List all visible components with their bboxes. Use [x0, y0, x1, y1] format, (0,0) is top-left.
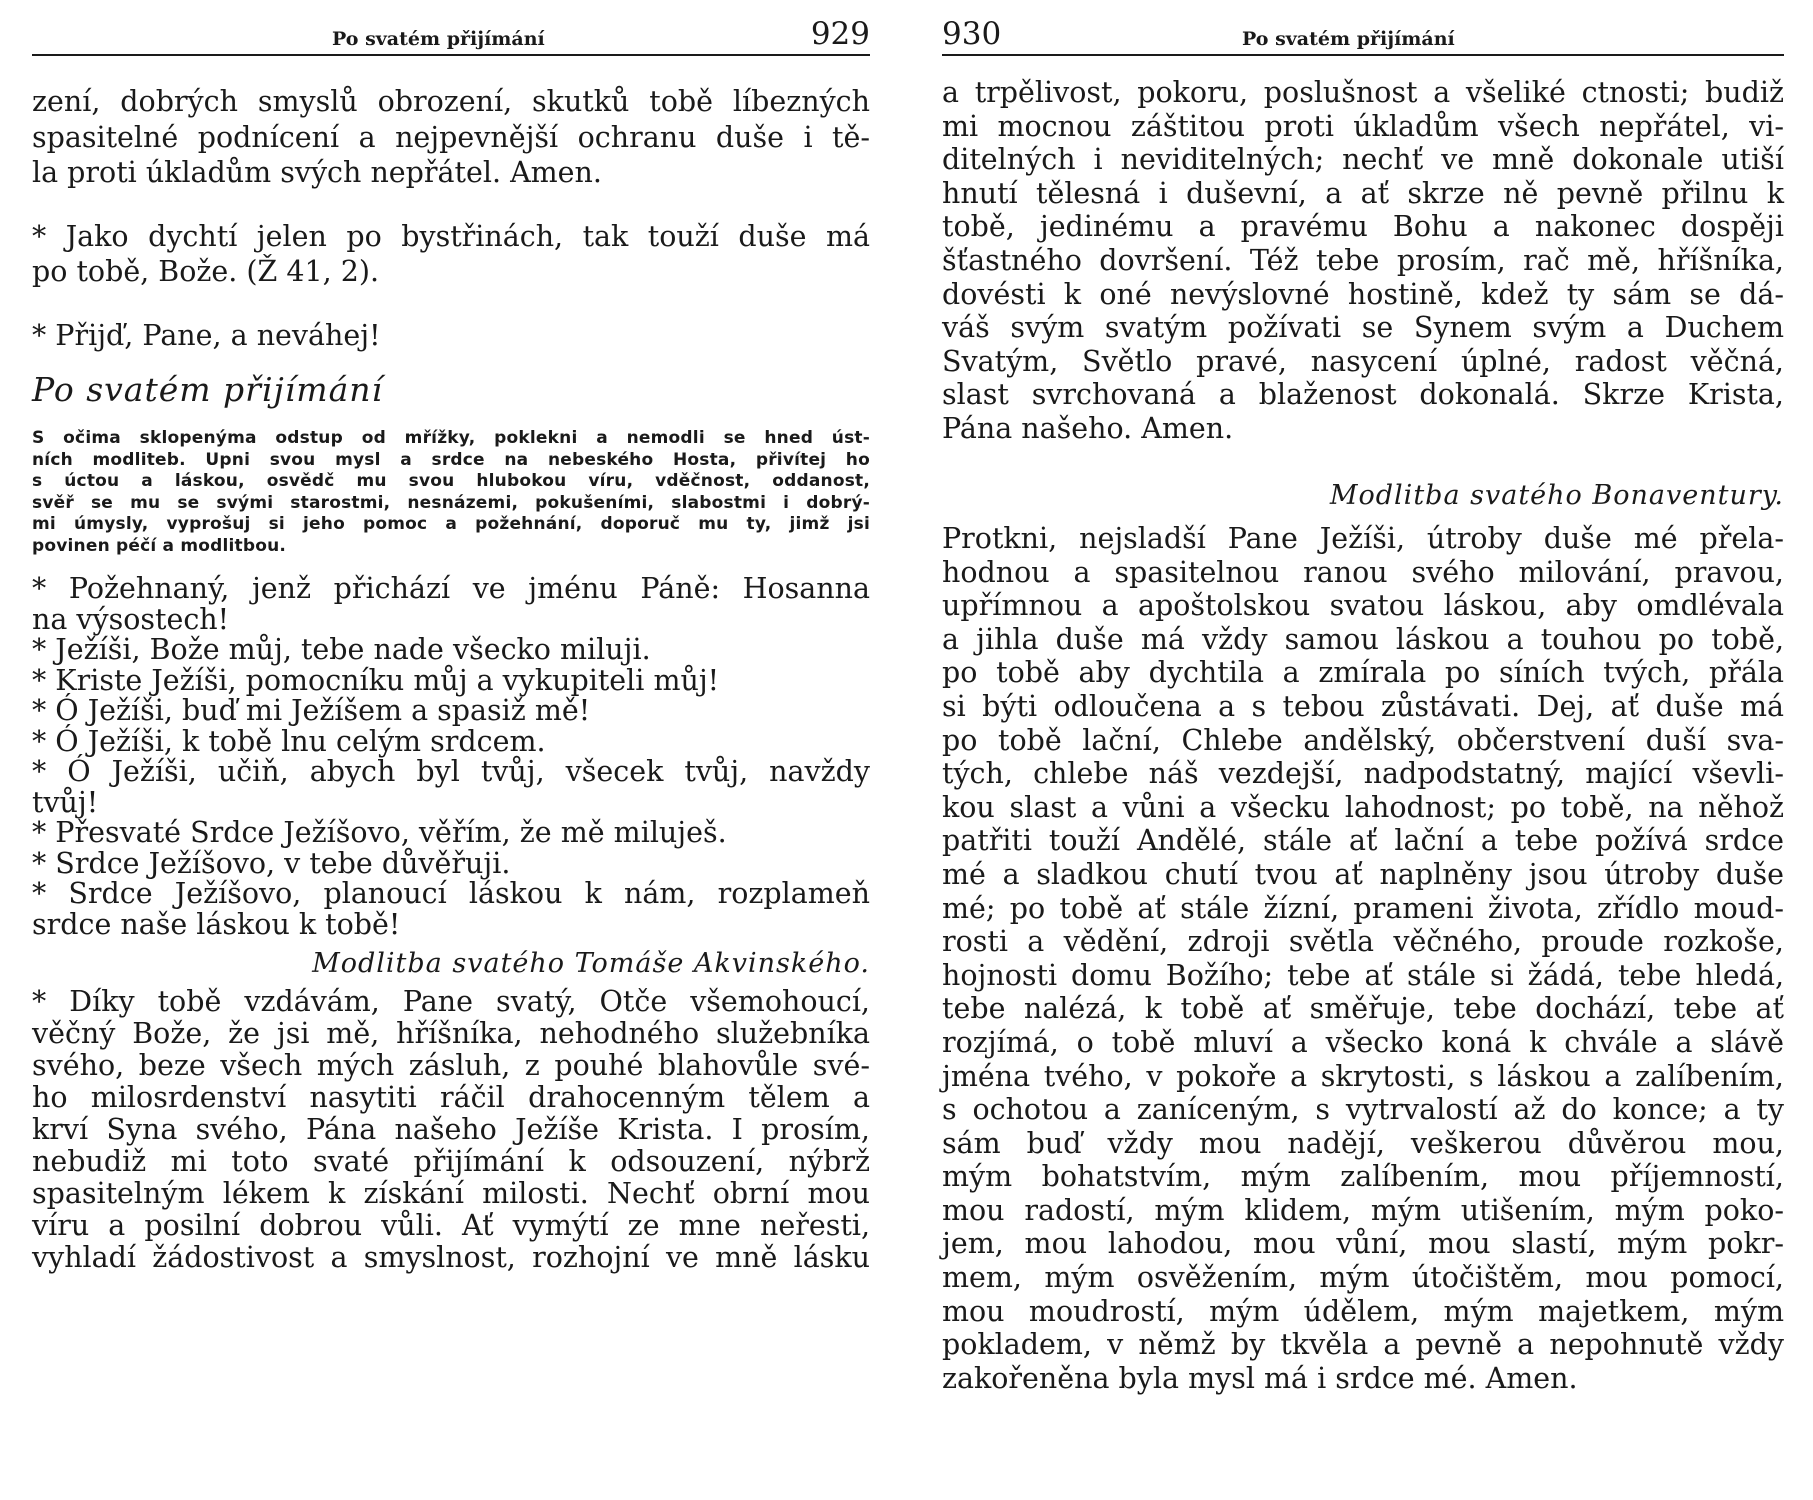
text-line: * Jako dychtí jelen po bystřinách, tak touží duše má [32, 219, 870, 253]
text-line: mým bohatstvím, mým zalíbením, mou příjemností, [942, 1160, 1784, 1194]
aspiration-line: * Kriste Ježíši, pomocníku můj a vykupiteli můj! [32, 663, 720, 697]
text-line: mé; po tobě ať stále žízní, prameni života, zřídlo moud- [942, 891, 1784, 925]
aspiration-line: * Ježíši, Bože můj, tebe nade všecko miluji. [32, 633, 651, 666]
text-line: patřiti touží Andělé, stále ať lační a tebe požívá srdce [942, 824, 1784, 858]
rubric-line: s úctou a láskou, osvědč mu svou hlubokou víru, vděčnost, oddanost, [32, 471, 870, 491]
text-line: upřímnou a apoštolskou svatou láskou, aby omdlévala [942, 589, 1784, 623]
text-line: tých, chlebe náš vezdejší, nadpodstatný, mající vševli- [942, 757, 1784, 791]
text-line: váš svým svatým požívati se Synem svým a Duchem [942, 311, 1784, 345]
rubric-line: svěř se mu se svými starostmi, nesnázemi, pokušeními, slabostmi i dobrý- [32, 492, 870, 513]
text-line: s ochotou a zaníceným, s vytrvalostí až do konce; a ty [942, 1093, 1784, 1127]
text-line: po tobě, Bože. (Ž 41, 2). [32, 255, 380, 288]
exclamation [32, 318, 870, 354]
aspiration-line: * Ó Ježíši, buď mi Ježíšem a spasiž mě! [32, 694, 591, 727]
right-running-title: Po svatém přijímání [1242, 28, 1455, 50]
text-line: mi mocnou záštitou proti úkladům všech nepřátel, vi- [942, 109, 1784, 143]
text-line: po tobě aby dychtila a zmírala po síních tvých, přála [942, 656, 1784, 690]
text-line: jména tvého, v pokoře a skrytosti, s láskou a zalíbením, [942, 1059, 1784, 1093]
text-line: víru a posilní dobrou vůli. Ať vymýtí ze mne neřesti, [32, 1209, 870, 1242]
text-line: hojnosti domu Božího; tebe ať stále si žádá, tebe hledá, [942, 958, 1784, 992]
text-line: la proti úkladům svých nepřátel. Amen. [32, 156, 602, 189]
text-line: nebudiž mi toto svaté přijímání k odsouzení, nýbrž [32, 1145, 870, 1178]
aspirations-list [32, 574, 870, 940]
left-page-body [32, 84, 870, 353]
text-line: * Přijď, Pane, a neváhej! [32, 318, 381, 352]
aspiration-line: * Ó Ježíši, učiň, abych byl tvůj, všecek tvůj, navždy [32, 755, 870, 788]
section-heading: Po svatém přijímání [32, 370, 384, 409]
text-line: tebe nalézá, k tobě ať směřuje, tebe dochází, tebe ať [942, 992, 1784, 1026]
rubric-line: mi úmysly, vyprošuj si jeho pomoc a požehnání, doporuč mu ty, jimž jsi [32, 514, 870, 534]
psalm-verse [32, 219, 870, 290]
prayer-bonaventure [942, 522, 1784, 1395]
text-line: ditelných i neviditelných; nechť ve mně dokonale utiší [942, 143, 1784, 177]
prayer-thomas-aquinas [32, 986, 870, 1274]
text-line: hodnou a spasitelnou ranou svého milování, pravou, [942, 555, 1784, 589]
text-line: jem, mou lahodou, mou vůní, mou slastí, mým pokr- [942, 1227, 1784, 1261]
text-line: kou slast a vůni a všecku lahodnost; po tobě, na něhož [942, 790, 1784, 824]
text-line: dovésti k oné nevýslovné hostině, kdež ty sám se dá- [942, 277, 1784, 311]
right-page [942, 0, 1784, 1500]
text-line: si býti odloučena a s tebou zůstávati. Dej, ať duše má [942, 689, 1784, 723]
text-line: zakořeněna byla mysl má i srdce mé. Amen. [942, 1361, 1578, 1395]
text-line: šťastného dovršení. Též tebe prosím, rač mě, hříšníka, [942, 243, 1784, 277]
aspiration-line: * Ó Ježíši, k tobě lnu celým srdcem. [32, 724, 546, 758]
text-line: slast svrchovaná a blaženost dokonalá. Skrze Krista, [942, 378, 1784, 412]
text-line: Pána našeho. Amen. [942, 411, 1234, 445]
text-line: spasitelným lékem k získání milosti. Nechť obrní mou [32, 1177, 870, 1210]
aspiration-line: * Srdce Ježíšovo, v tebe důvěřuji. [32, 846, 511, 880]
prayer-title-thomas-aquinas: Modlitba svatého Tomáše Akvinského. [312, 948, 870, 979]
left-running-title: Po svatém přijímání [332, 28, 545, 50]
right-running-head [942, 8, 1784, 56]
text-line: Protkni, nejsladší Pane Ježíši, útroby duše mé přela- [942, 522, 1784, 555]
aspiration-line: na výsostech! [32, 602, 230, 636]
text-line: tobě, jedinému a pravému Bohu a nakonec dospěji [942, 210, 1784, 244]
aspiration-line: srdce naše láskou k tobě! [32, 907, 401, 941]
text-line: rosti a vědění, zdroji světla věčného, proude rozkoše, [942, 925, 1784, 959]
text-line: Svatým, Světlo pravé, nasycení úplné, radost věčná, [942, 344, 1784, 378]
text-line: po tobě lační, Chlebe andělský, občerstvení duší sva- [942, 723, 1784, 757]
text-line: mou moudrostí, mým údělem, mým majetkem, mým [942, 1294, 1784, 1328]
rubric-instructions [32, 428, 870, 557]
text-line: zení, dobrých smyslů obrození, skutků tobě líbezných [32, 85, 870, 118]
right-continuation-paragraph [942, 76, 1784, 446]
right-page-number: 930 [942, 16, 1002, 52]
text-line: mou radostí, mým klidem, mým utišením, mým poko- [942, 1193, 1784, 1227]
text-line: svého, beze všech mých zásluh, z pouhé blahovůle své- [32, 1049, 870, 1082]
prayer-title-bonaventure: Modlitba svatého Bonaventury. [1329, 480, 1784, 511]
aspiration-line: tvůj! [32, 785, 99, 819]
aspiration-line: * Přesvaté Srdce Ježíšovo, věřím, že mě miluješ. [32, 816, 727, 849]
text-line: hnutí tělesná i duševní, a ať skrze ně pevně přilnu k [942, 176, 1784, 210]
rubric-line: povinen péčí a modlitbou. [32, 535, 287, 556]
text-line: spasitelné podnícení a nejpevnější ochranu duše i tě- [32, 120, 870, 154]
text-line: vyhladí žádostivost a smyslnost, rozhojní ve mně lásku [32, 1241, 870, 1274]
left-page [32, 0, 870, 1500]
text-line: sám buď vždy mou nadějí, veškerou důvěrou mou, [942, 1126, 1784, 1160]
left-running-head [32, 8, 870, 56]
text-line: mé a sladkou chutí tvou ať naplněny jsou útroby duše [942, 857, 1784, 891]
aspiration-line: * Požehnaný, jenž přichází ve jménu Páně: Hosanna [32, 572, 870, 605]
aspiration-line: * Srdce Ježíšovo, planoucí láskou k nám, rozplameň [32, 877, 870, 910]
text-line: rozjímá, o tobě mluví a všecko koná k chvále a slávě [942, 1025, 1784, 1059]
text-line: a trpělivost, pokoru, poslušnost a všeliké ctnosti; budiž [942, 76, 1784, 109]
text-line: věčný Bože, že jsi mě, hříšníka, nehodného služebníka [32, 1017, 870, 1050]
text-line: ho milosrdenství nasytiti ráčil drahocenným tělem a [32, 1081, 870, 1114]
rubric-line: S očima sklopenýma odstup od mřížky, poklekni a nemodli se hned úst- [32, 428, 870, 448]
left-page-number: 929 [810, 16, 870, 52]
text-line: * Díky tobě vzdávám, Pane svatý, Otče všemohoucí, [32, 985, 870, 1018]
text-line: pokladem, v němž by tkvěla a pevně a nepohnutě vždy [942, 1328, 1784, 1362]
rubric-line: ních modliteb. Upni svou mysl a srdce na nebeského Hosta, přivítej ho [32, 449, 870, 470]
text-line: mem, mým osvěžením, mým útočištěm, mou pomocí, [942, 1261, 1784, 1295]
continuation-paragraph [32, 84, 870, 191]
text-line: krví Syna svého, Pána našeho Ježíše Krista. I prosím, [32, 1113, 870, 1146]
text-line: a jihla duše má vždy samou láskou a touhou po tobě, [942, 622, 1784, 656]
